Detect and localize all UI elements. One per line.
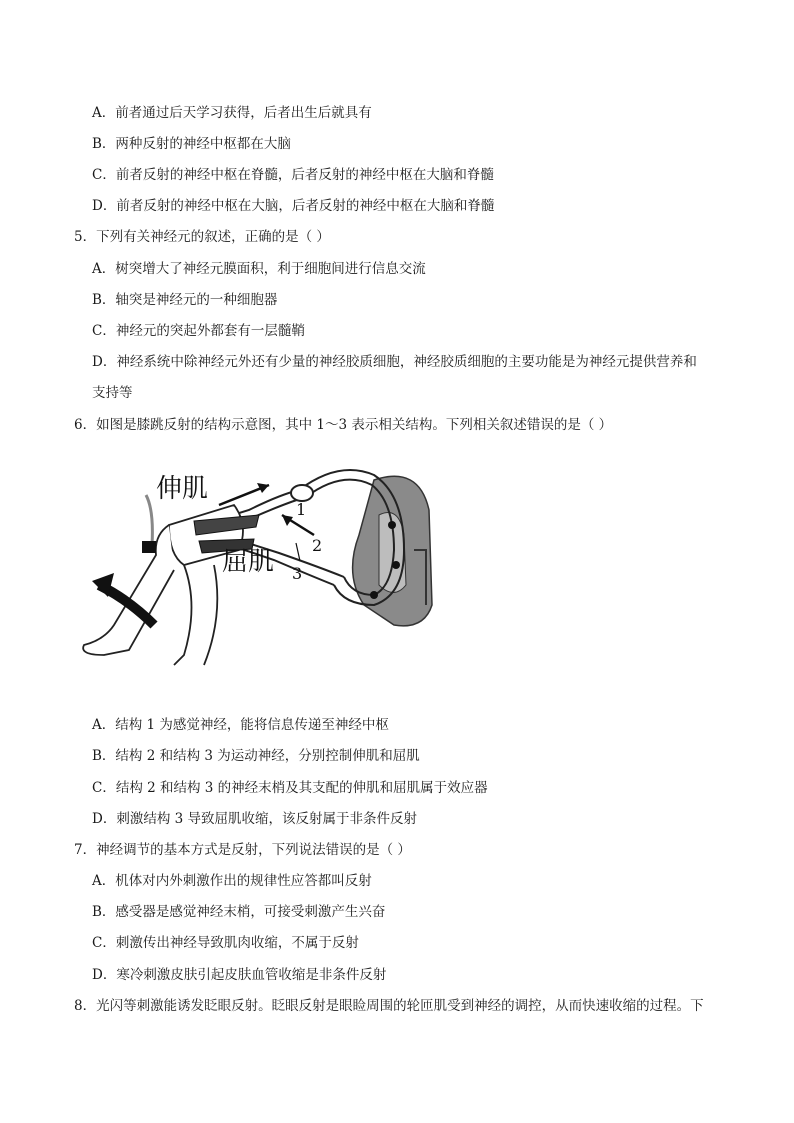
question-5-option-d: D．神经系统中除神经元外还有少量的神经胶质细胞，神经胶质细胞的主要功能是为神经元提供营养和	[92, 354, 697, 370]
question-8-stem: 8．光闪等刺激能诱发眨眼反射。眨眼反射是眼睑周围的轮匝肌受到神经的调控，从而快速收缩的过程。下	[74, 998, 704, 1014]
question-6-option-d: D．刺激结构 3 导致屈肌收缩，该反射属于非条件反射	[92, 811, 417, 827]
question-6-option-b: B．结构 2 和结构 3 为运动神经，分别控制伸肌和屈肌	[92, 748, 420, 764]
question-7-stem: 7．神经调节的基本方式是反射，下列说法错误的是（ ）	[74, 842, 411, 858]
question-7-option-a: A．机体对内外刺激作出的规律性应答都叫反射	[92, 873, 372, 889]
question-5-stem: 5．下列有关神经元的叙述，正确的是（ ）	[74, 229, 330, 245]
knee-jerk-reflex-diagram	[74, 455, 434, 670]
prev-option-c: C．前者反射的神经中枢在脊髓，后者反射的神经中枢在大脑和脊髓	[92, 167, 494, 183]
question-5-option-d-continued: 支持等	[92, 385, 133, 401]
question-5-option-a: A．树突增大了神经元膜面积，利于细胞间进行信息交流	[92, 261, 426, 277]
label-structure-1: 1	[296, 500, 307, 519]
label-flexor: 屈肌	[222, 547, 275, 577]
question-5-option-c: C．神经元的突起外都套有一层髓鞘	[92, 323, 305, 339]
label-structure-2: 2	[312, 536, 323, 555]
question-6-stem: 6．如图是膝跳反射的结构示意图，其中 1～3 表示相关结构。下列相关叙述错误的是（ ）	[74, 417, 613, 433]
question-6-option-c: C．结构 2 和结构 3 的神经末梢及其支配的伸肌和屈肌属于效应器	[92, 780, 488, 796]
prev-option-b: B．两种反射的神经中枢都在大脑	[92, 136, 291, 152]
prev-option-a: A．前者通过后天学习获得，后者出生后就具有	[92, 105, 372, 121]
label-extensor: 伸肌	[156, 474, 209, 504]
question-7-option-c: C．刺激传出神经导致肌肉收缩，不属于反射	[92, 935, 359, 951]
label-structure-3: 3	[292, 564, 303, 583]
prev-option-d: D．前者反射的神经中枢在大脑，后者反射的神经中枢在大脑和脊髓	[92, 198, 495, 214]
question-7-option-d: D．寒冷刺激皮肤引起皮肤血管收缩是非条件反射	[92, 967, 387, 983]
question-7-option-b: B．感受器是感觉神经末梢，可接受刺激产生兴奋	[92, 904, 386, 920]
question-6-option-a: A．结构 1 为感觉神经，能将信息传递至神经中枢	[92, 717, 389, 733]
question-5-option-b: B．轴突是神经元的一种细胞器	[92, 292, 278, 308]
